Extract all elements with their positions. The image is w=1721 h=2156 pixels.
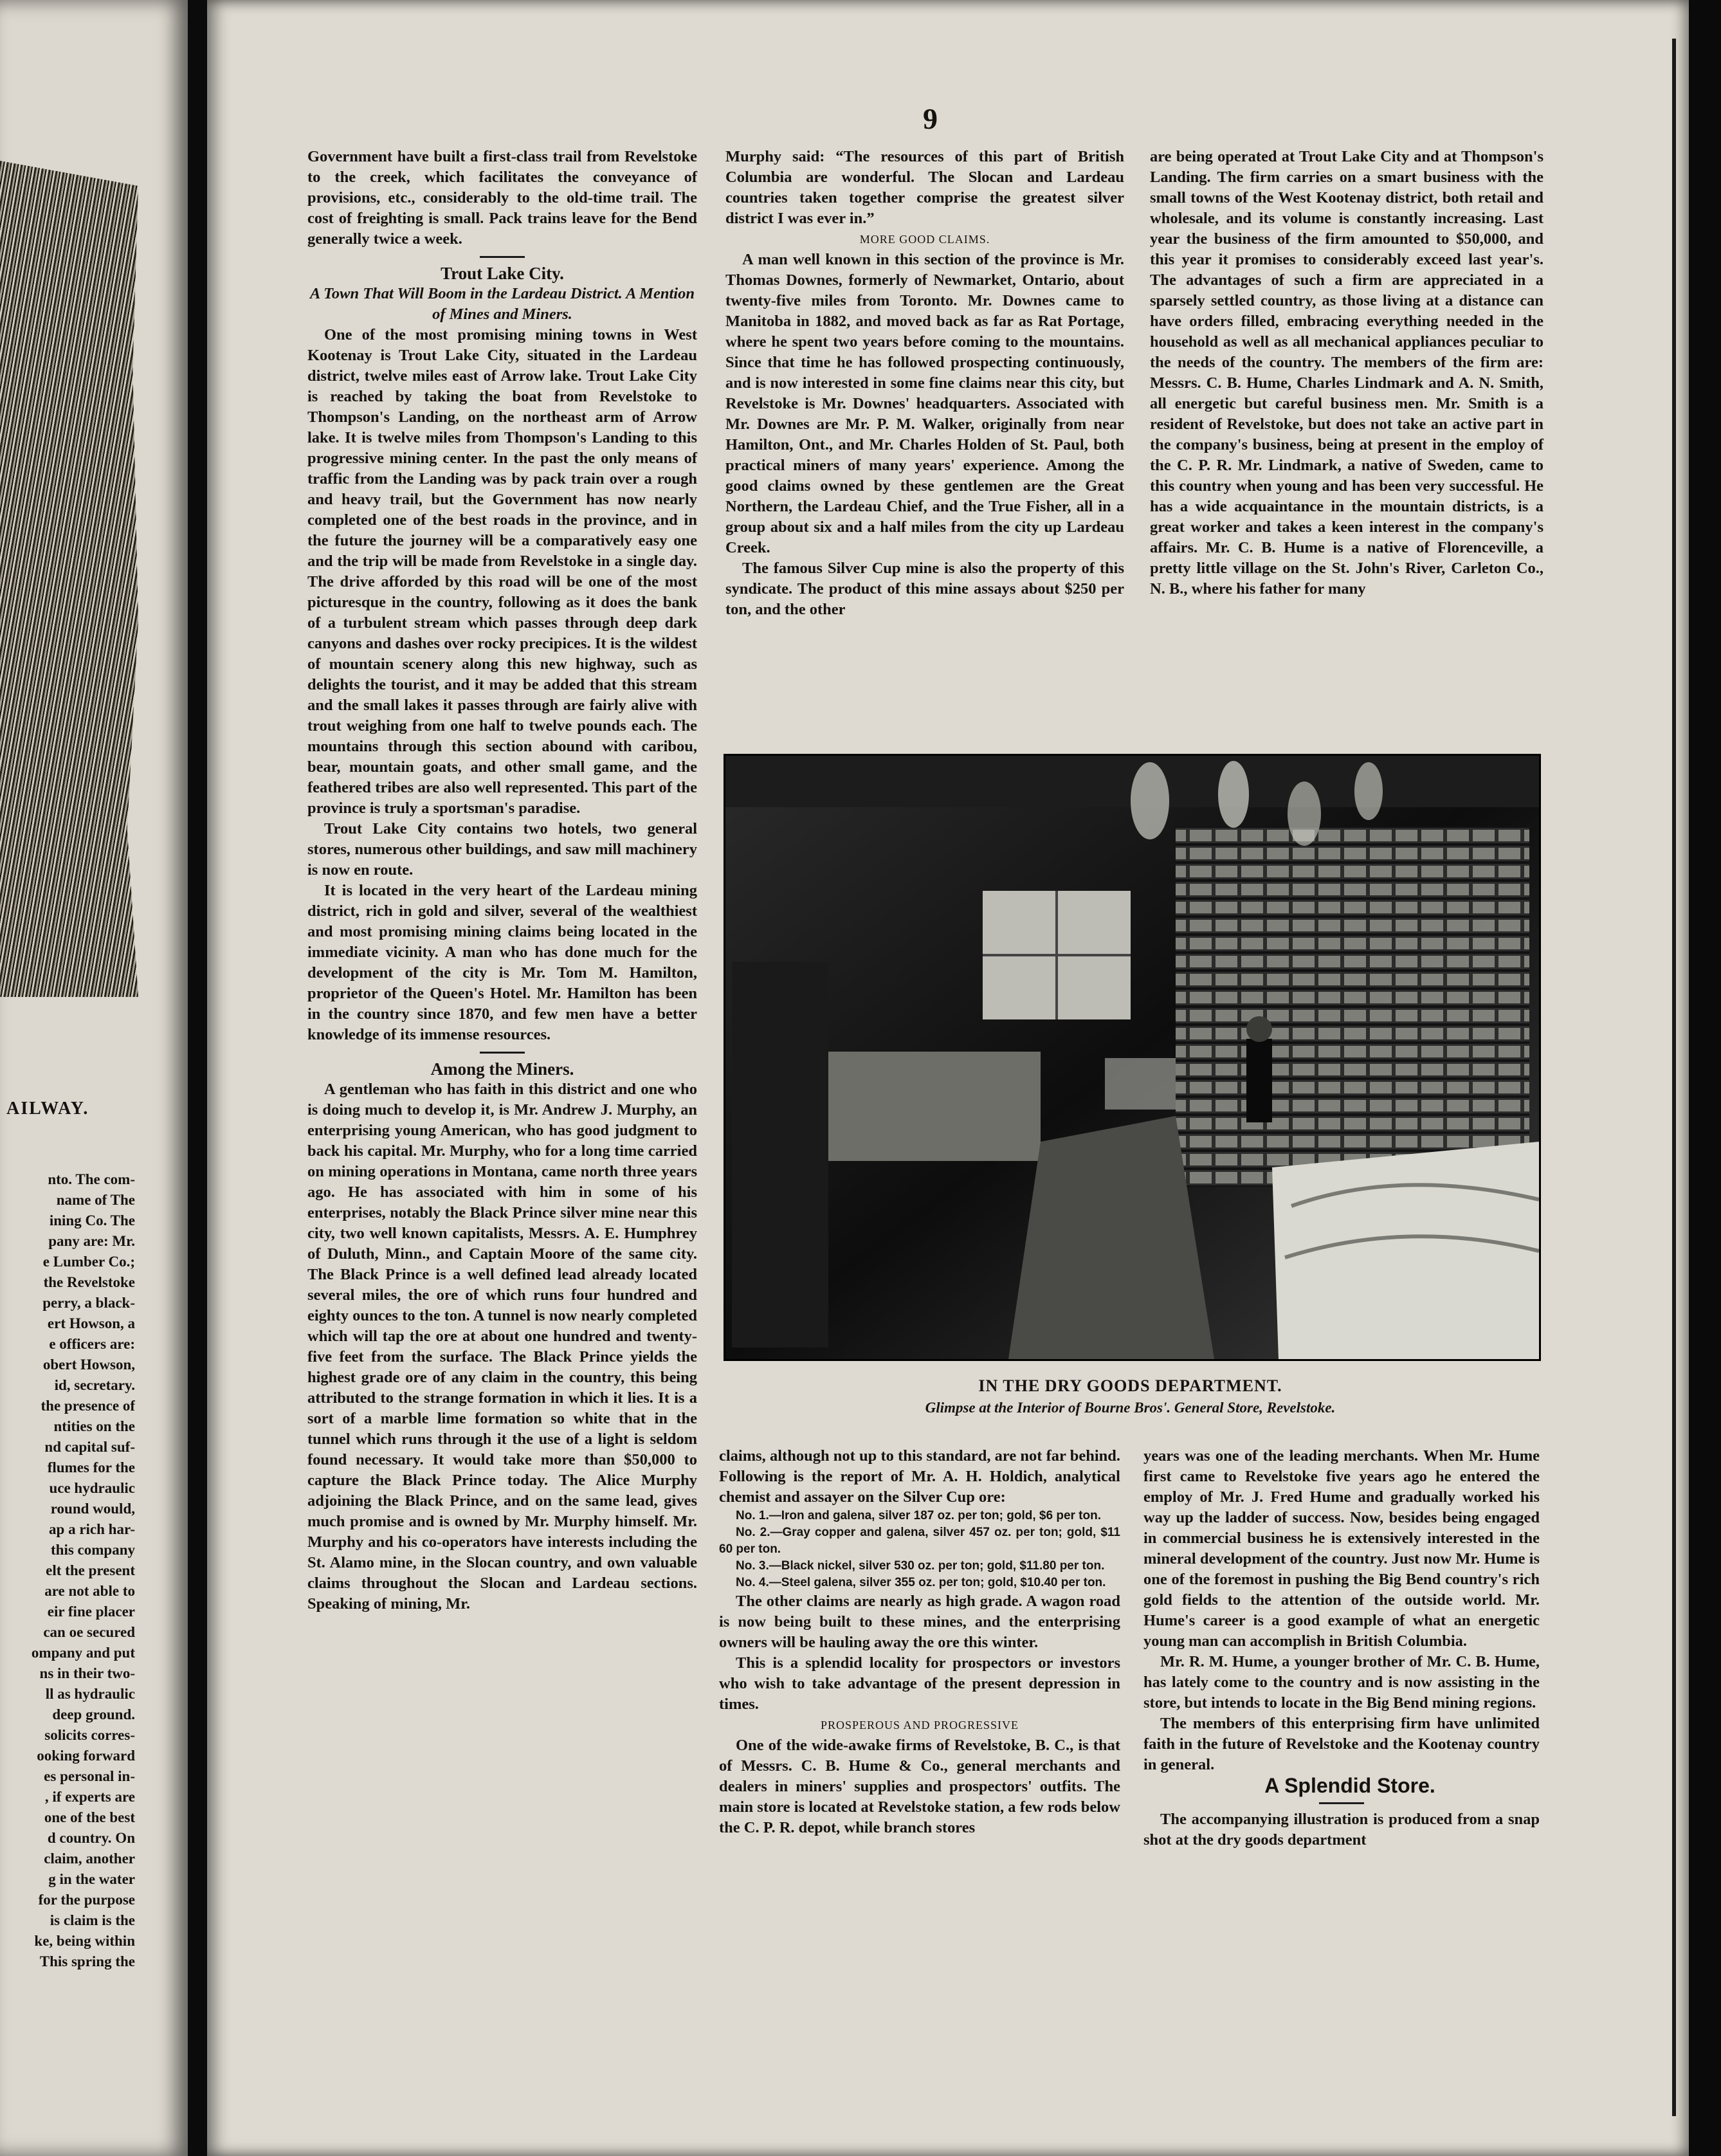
paragraph: One of the wide-awake firms of Revelstoke, B. C., is that of Messrs. C. B. Hume & Co., general merchants and dealers in miners' supplies and prospectors' outfits. The main store is located at Revelstoke station, a few rods below the C. P. R. depot, while branch stores: [719, 1737, 1120, 1836]
left-page-fragment: [0, 0, 188, 2156]
heading-among-the-miners: Among the Miners.: [430, 1059, 574, 1079]
column-3: [1150, 147, 1543, 599]
assay-report-4: No. 4.—Steel galena, silver 355 oz. per ton; gold, $10.40 per ton.: [736, 1576, 1106, 1589]
paragraph: This is a splendid locality for prospectors or investors who wish to take advantage of the present depression in times.: [719, 1654, 1120, 1713]
left-line: claim, another: [44, 1850, 135, 1867]
divider: [1319, 1802, 1364, 1804]
left-line: for the purpose: [38, 1892, 135, 1908]
heading-prosperous: PROSPEROUS AND PROGRESSIVE: [820, 1719, 1019, 1731]
left-line: id, secretary.: [54, 1377, 135, 1393]
store-interior-photo: [724, 754, 1541, 1361]
assay-report-1: No. 1.—Iron and galena, silver 187 oz. per ton; gold, $6 per ton.: [736, 1509, 1101, 1522]
subheading: A Town That Will Boom in the Lardeau District. A Mention of Mines and Miners.: [310, 285, 695, 323]
divider: [480, 256, 525, 258]
left-line: ns in their two-: [39, 1665, 135, 1681]
paragraph: The accompanying illustration is produced from a snap shot at the dry goods department: [1143, 1811, 1540, 1849]
left-line: uce hydraulic: [49, 1480, 135, 1496]
engraving-illustration: [0, 161, 138, 997]
left-line: perry, a black-: [42, 1295, 135, 1311]
left-line: this company: [51, 1542, 135, 1558]
left-line: name of The: [56, 1192, 135, 1208]
left-line: the Revelstoke: [43, 1274, 135, 1290]
left-column-text: [0, 1169, 135, 1972]
left-line: solicits corres-: [44, 1727, 135, 1743]
page-edge-line: [1672, 39, 1676, 2116]
paragraph: The other claims are nearly as high grade. A wagon road is now being built to these mines, and the enterprising owners will be hauling away the ore this winter.: [719, 1593, 1120, 1651]
left-line: es personal in-: [44, 1768, 135, 1784]
left-line: ap a rich har-: [49, 1521, 135, 1537]
left-line: , if experts are: [44, 1789, 135, 1805]
left-line: one of the best: [44, 1809, 135, 1825]
assay-report-3: No. 3.—Black nickel, silver 530 oz. per ton; gold, $11.80 per ton.: [736, 1559, 1105, 1573]
paragraph: Murphy said: “The resources of this part of British Columbia are wonderful. The Slocan and Lardeau countries taken together comprise the greatest silver district I was ever in.”: [725, 148, 1124, 227]
left-line: flumes for the: [47, 1459, 135, 1475]
left-line: ll as hydraulic: [45, 1686, 135, 1702]
paragraph: Government have built a first-class trail from Revelstoke to the creek, which facilitates the conveyance of provisions, etc., considerably to the old-time trail. The cost of freighting is small. Pack trains leave for the Bend generally twice a week.: [307, 148, 697, 248]
right-edge: [1689, 0, 1721, 2156]
paragraph: claims, although not up to this standard, are not far behind. Following is the report of Mr. A. H. Holdich, analytical chemist and assayer on the Silver Cup ore:: [719, 1447, 1120, 1506]
left-line: pany are: Mr.: [48, 1233, 135, 1249]
heading-more-good-claims: MORE GOOD CLAIMS.: [859, 233, 990, 246]
paragraph: The famous Silver Cup mine is also the property of this syndicate. The product of this mine assays about $250 per ton, and the other: [725, 560, 1124, 618]
left-line: are not able to: [44, 1583, 135, 1599]
left-line: ompany and put: [31, 1645, 135, 1661]
left-line: elt the present: [46, 1562, 135, 1578]
column-1: [307, 147, 697, 1614]
left-heading: AILWAY.: [6, 1099, 89, 1119]
left-line: can oe secured: [43, 1624, 135, 1640]
left-line: ooking forward: [37, 1748, 135, 1764]
left-line: nd capital suf-: [44, 1439, 135, 1455]
heading-splendid-store: A Splendid Store.: [1264, 1774, 1435, 1797]
paragraph: Mr. R. M. Hume, a younger brother of Mr. C. B. Hume, has lately come to the country and is now assisting in the store, but intends to locate in the Big Bend mining regions.: [1143, 1653, 1540, 1712]
left-line: e officers are:: [49, 1336, 135, 1352]
paragraph: years was one of the leading merchants. When Mr. Hume first came to Revelstoke five years ago he entered the employ of Mr. J. Fred Hume and gradually worked his way up the ladder of success. Now, besides being engaged in commercial business he is extensively interested in the mineral development of the country. Just now Mr. Hume is one of the foremost in pushing the Big Bend country's rich gold fields to the attention of the outside world. Mr. Hume's career is a good example of what an energetic young man can accomplish in British Columbia.: [1143, 1447, 1540, 1650]
photo-caption-title: IN THE DRY GOODS DEPARTMENT.: [978, 1376, 1282, 1395]
left-line: eir fine placer: [47, 1603, 135, 1620]
left-line: obert Howson,: [42, 1357, 135, 1373]
photo-illustration: [725, 756, 1539, 1359]
paragraph: One of the most promising mining towns in West Kootenay is Trout Lake City, situated in the Lardeau district, twelve miles east of Arrow lake. Trout Lake City is reached by taking the boat from Revelstoke to Thompson's Landing, on the northeast arm of Arrow lake. It is twelve miles from Thompson's Landing to this progressive mining center. In the past the only means of traffic from the Landing was by pack train over a rough and heavy trail, but the Government has now nearly completed one of the best roads in the province, and in the future the journey will be a comparatively easy one and the trip will be made from Revelstoke in a single day. The drive afforded by this road will be one of the most picturesque in the country, following as it does the bank of a turbulent stream which passes through deep dark canyons and dashes over rocky precipices. It is the wildest of mountain scenery along this new highway, such as delights the tourist, and it may be added that this stream and the small lakes it passes through are fairly alive with trout weighing from one half to twelve pounds each. The mountains through this section abound with caribou, bear, mountain goats, and other small game, and the feathered tribes are also well represented. This part of the province is truly a sportsman's paradise.: [307, 326, 697, 817]
left-line: ke, being within: [34, 1933, 135, 1949]
left-line: e Lumber Co.;: [42, 1254, 135, 1270]
left-line: g in the water: [48, 1871, 135, 1887]
paragraph: It is located in the very heart of the Lardeau mining district, rich in gold and silver, several of the wealthiest and most promising mining claims being located in the immediate vicinity. A man who has done much for the development of the city is Mr. Tom M. Hamilton, proprietor of the Queen's Hotel. Mr. Hamilton has been in the country since 1870, and few men have a better knowledge of its immense resources.: [307, 882, 697, 1043]
left-line: ntities on the: [53, 1418, 135, 1434]
paragraph: are being operated at Trout Lake City and at Thompson's Landing. The firm carries on a smart business with the small towns of the West Kootenay district, both retail and wholesale, and its volume is constantly increasing. Last year the business of the firm amounted to $50,000, and this year it promises to considerably exceed last year's. The advantages of such a firm are appreciated in a sparsely settled country, as those living at a distance can have orders filled, embracing everything needed in the household as well as all mechanical appliances peculiar to the needs of the country. The members of the firm are: Messrs. C. B. Hume, Charles Lindmark and A. N. Smith, all energetic but careful business men. Mr. Smith is a resident of Revelstoke, but does not take an active part in the company's business, being at present in the employ of the C. P. R. Mr. Lindmark, a native of Sweden, came to this country when young and has been very successful. He has a wide acquaintance in the mountain districts, is a great worker and takes a keen interest in the company's affairs. Mr. C. B. Hume is a native of Florenceville, a pretty little village on the St. John's River, Carleton Co., N. B., where his father for many: [1150, 148, 1543, 598]
heading-trout-lake-city: Trout Lake City.: [441, 264, 564, 283]
gutter: [188, 0, 207, 2156]
left-line: d country. On: [47, 1830, 135, 1846]
column-2: [725, 147, 1124, 620]
paragraph: Trout Lake City contains two hotels, two general stores, numerous other buildings, and saw mill machinery is now en route.: [307, 820, 697, 879]
left-line: the presence of: [41, 1398, 135, 1414]
assay-report-2: No. 2.—Gray copper and galena, silver 457 oz. per ton; gold, $11 60 per ton.: [719, 1526, 1120, 1556]
left-line: This spring the: [39, 1953, 135, 1969]
left-line: ining Co. The: [49, 1212, 135, 1229]
page-number: 9: [923, 102, 938, 135]
column-2-lower: [719, 1446, 1120, 1838]
left-line: round would,: [50, 1501, 135, 1517]
paragraph: A man well known in this section of the province is Mr. Thomas Downes, formerly of Newmarket, Ontario, about twenty-five miles from Toronto. Mr. Downes came to Manitoba in 1882, and moved back as far as Rat Portage, where he spent two years before coming to the mountains. Since that time he has followed prospecting continuously, and is now interested in some fine claims near this city, but Revelstoke is Mr. Downes' headquarters. Associated with Mr. Downes are Mr. P. M. Walker, originally from near Hamilton, Ont., and Mr. Charles Holden of St. Paul, both practical miners of many years' experience. Among the good claims owned by these gentlemen are the Great Northern, the Lardeau Chief, and the True Fisher, all in a group about six and a half miles from the city up Lardeau Creek.: [725, 251, 1124, 556]
paragraph: The members of this enterprising firm have unlimited faith in the future of Revelstoke and the Kootenay country in general.: [1143, 1715, 1540, 1773]
left-line: is claim is the: [50, 1912, 135, 1928]
left-line: ert Howson, a: [47, 1315, 135, 1331]
paragraph: A gentleman who has faith in this district and one who is doing much to develop it, is Mr. Andrew J. Murphy, an enterprising young American, who has good judgment to back his capital. Mr. Murphy, who for a long time carried on mining operations in Montana, came north three years ago. He has associated with him in some of his enterprises, notably the Black Prince silver mine near this city, two well known capitalists, Messrs. A. E. Humphrey of Duluth, Minn., and Captain Moore of the same city. The Black Prince is a well defined lead already located several miles, the ore of which runs four hundred and eighty ounces to the ton. A tunnel is now nearly completed which will tap the ore at about one hundred and twenty-five feet from the surface. The Black Prince yields the highest grade ore of any claim in the country, this being attributed to the strange formation in which it lies. It is a sort of a marble lime formation so white that in the tunnel which runs through it the use of a light is seldom found necessary. It would take more than $50,000 to capture the Black Prince today. The Alice Murphy adjoining the Black Prince, and on the same lead, gives much promise and is owned by Mr. Murphy himself. Mr. Murphy and his co-operators have interests including the St. Alamo mine, in the Slocan country, and own valuable claims throughout the Slocan and Lardeau sections. Speaking of mining, Mr.: [307, 1081, 697, 1612]
left-line: nto. The com-: [48, 1171, 135, 1187]
photo-caption-subtitle: Glimpse at the Interior of Bourne Bros'. General Store, Revelstoke.: [925, 1400, 1336, 1416]
column-3-lower: [1143, 1446, 1540, 1850]
left-line: deep ground.: [52, 1706, 135, 1722]
divider: [480, 1052, 525, 1054]
